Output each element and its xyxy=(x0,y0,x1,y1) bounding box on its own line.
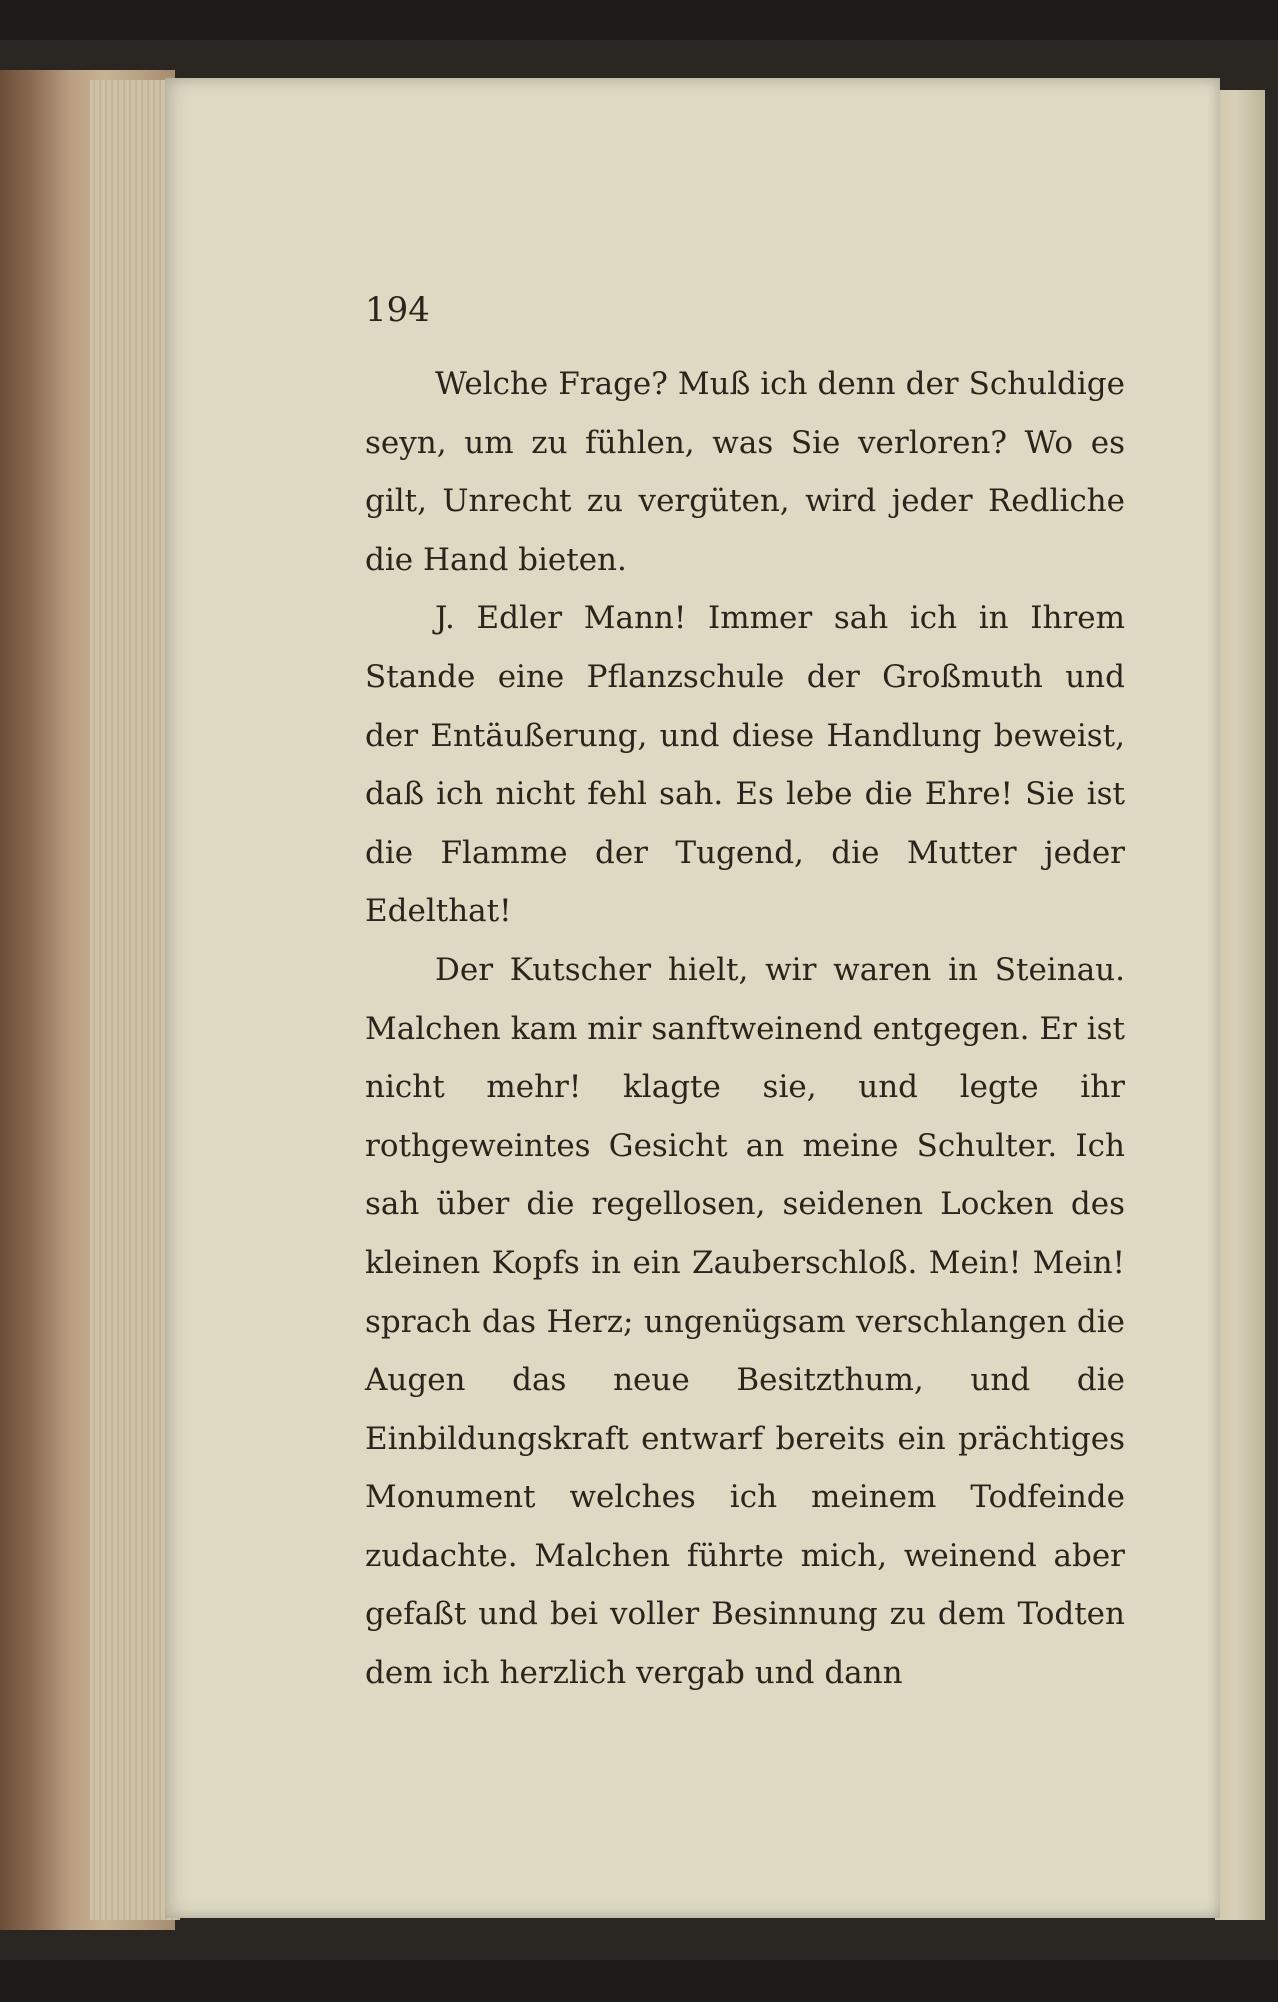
paragraph: Der Kutscher hielt, wir waren in Steinau. Malchen kam mir sanftweinend entgegen. Er ist nicht mehr! klagte sie, und legte ihr rothgeweintes Gesicht an meine Schulter. Ich sah über die regellosen, seidenen Locken des kleinen Kopfs in ein Zauberschloß. Mein! Mein! sprach das Herz; ungenügsam verschlangen die Augen das neue Besitzthum, und die Einbildungskraft entwarf bereits ein prächtiges Monument welches ich meinem Todfeinde zudachte. Malchen führte mich, weinend aber gefaßt und bei voller Besinnung zu dem Todten dem ich herzlich vergab und dann xyxy=(365,951,1125,1692)
page-number: 194 xyxy=(365,290,430,330)
facing-page-edge xyxy=(1215,90,1265,1920)
paragraph: J. Edler Mann! Immer sah ich in Ihrem Stande eine Pflanzschule der Großmuth und der Entäußerung, und diese Handlung beweist, daß ich nicht fehl sah. Es lebe die Ehre! Sie ist die Flamme der Tugend, die Mutter jeder Edelthat! xyxy=(365,600,1125,930)
page-text xyxy=(365,355,1125,1703)
paragraph: Welche Frage? Muß ich denn der Schuldige seyn, um zu fühlen, was Sie verloren? Wo es gilt, Unrecht zu vergüten, wird jeder Redliche die Hand bieten. xyxy=(365,366,1125,578)
